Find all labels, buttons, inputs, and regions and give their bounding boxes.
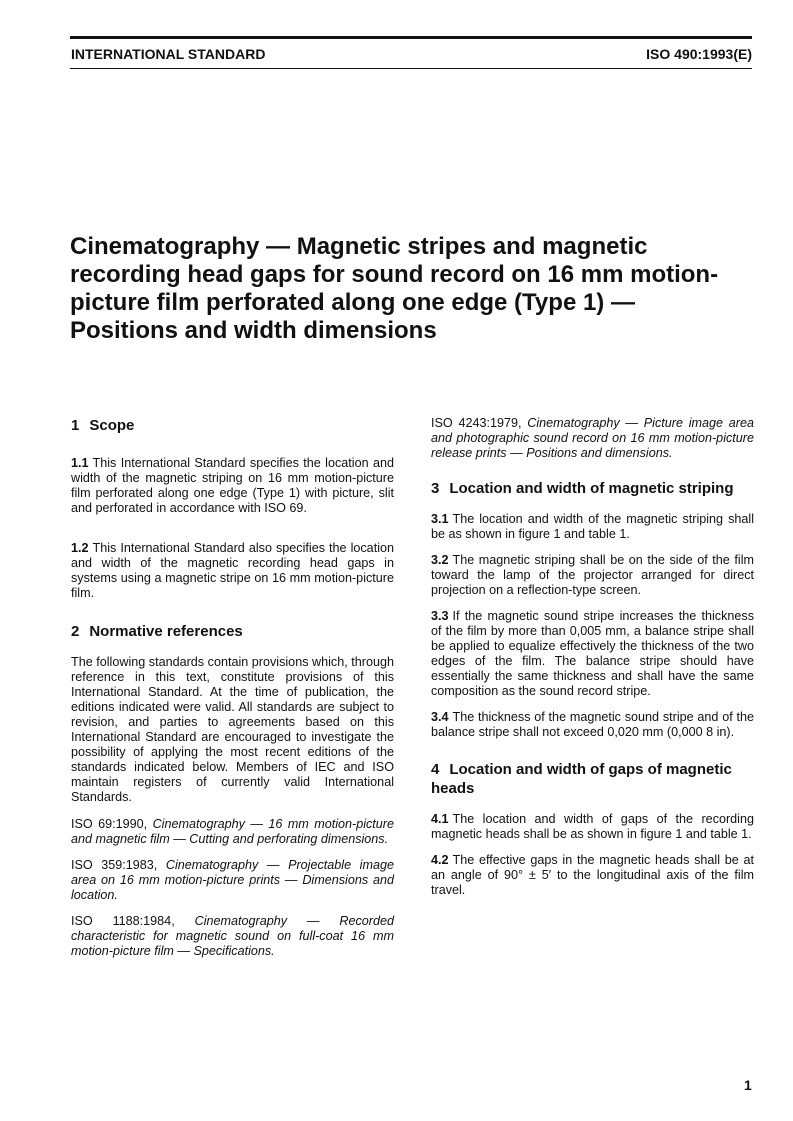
page-number: 1: [744, 1077, 752, 1093]
clause-3-1: 3.1 The location and width of the magnetic striping shall be as shown in figure 1 and table 1.: [431, 512, 754, 541]
section-heading-striping: 3 Location and width of magnetic striping: [431, 480, 734, 497]
clause-3-3: 3.3 If the magnetic sound stripe increases the thickness of the film by more than 0,005 mm, a balance stripe shall be applied to equalize effectively the thickness of the two edges of the film. The balance stripe should have essentially the same thickness and shall have the same composition as the sound record stripe.: [431, 609, 754, 698]
reference-iso-359: ISO 359:1983, Cinematography — Projectable image area on 16 mm motion-picture prints — Dimensions and location.: [71, 858, 394, 902]
reference-iso-4243: ISO 4243:1979, Cinematography — Picture image area and photographic sound record on 16 mm motion-picture release prints — Positions and dimensions.: [431, 416, 754, 460]
normative-intro: The following standards contain provisions which, through reference in this text, constitute provisions of this International Standard. At the time of publication, the editions indicated were valid. All standards are subject to revision, and parties to agreements based on this International Standard are encouraged to investigate the possibility of applying the most recent editions of the standards indicated below. Members of IEC and ISO maintain registers of currently valid International Standards.: [71, 655, 394, 804]
section-heading-heads: 4 Location and width of gaps of magnetic heads: [431, 761, 732, 797]
clause-3-2: 3.2 The magnetic striping shall be on the side of the film toward the lamp of the projector arranged for direct projection on a reflection-type screen.: [431, 553, 754, 597]
section-heading-normative-references: 2 Normative references: [71, 623, 243, 640]
reference-iso-1188: ISO 1188:1984, Cinematography — Recorded characteristic for magnetic sound on full-coat 16 mm motion-picture film — Specifications.: [71, 914, 394, 958]
clause-4-2: 4.2 The effective gaps in the magnetic heads shall be at an angle of 90° ± 5′ to the longitudinal axis of the film travel.: [431, 853, 754, 897]
clause-1-2: 1.2 This International Standard also specifies the location and width of the magnetic recording head gaps in systems using a magnetic stripe on 16 mm motion-picture film.: [71, 541, 394, 600]
standard-number: ISO 490:1993(E): [646, 46, 752, 62]
clause-3-4: 3.4 The thickness of the magnetic sound stripe and of the balance stripe shall not exceed 0,020 mm (0,000 8 in).: [431, 710, 754, 739]
clause-4-1: 4.1 The location and width of gaps of the recording magnetic heads shall be as shown in figure 1 and table 1.: [431, 812, 754, 841]
clause-1-1: 1.1 This International Standard specifies the location and width of the magnetic striping on 16 mm motion-picture film perforated along one edge (Type 1) with picture, slit and perforated in accordance with ISO 69.: [71, 456, 394, 515]
header-rule-top: [70, 36, 752, 39]
standard-type-label: INTERNATIONAL STANDARD: [71, 46, 266, 62]
document-title: Cinematography — Magnetic stripes and magnetic recording head gaps for sound record on 16 mm motion-picture film perforated along one edge (Type 1) — Positions and width dimensions: [70, 233, 719, 344]
left-column: [71, 416, 394, 959]
section-heading-scope: 1 Scope: [71, 417, 135, 434]
header-rule-bottom: [70, 68, 752, 69]
right-column: [431, 416, 754, 898]
reference-iso-69: ISO 69:1990, Cinematography — 16 mm motion-picture and magnetic film — Cutting and perforating dimensions.: [71, 817, 395, 846]
